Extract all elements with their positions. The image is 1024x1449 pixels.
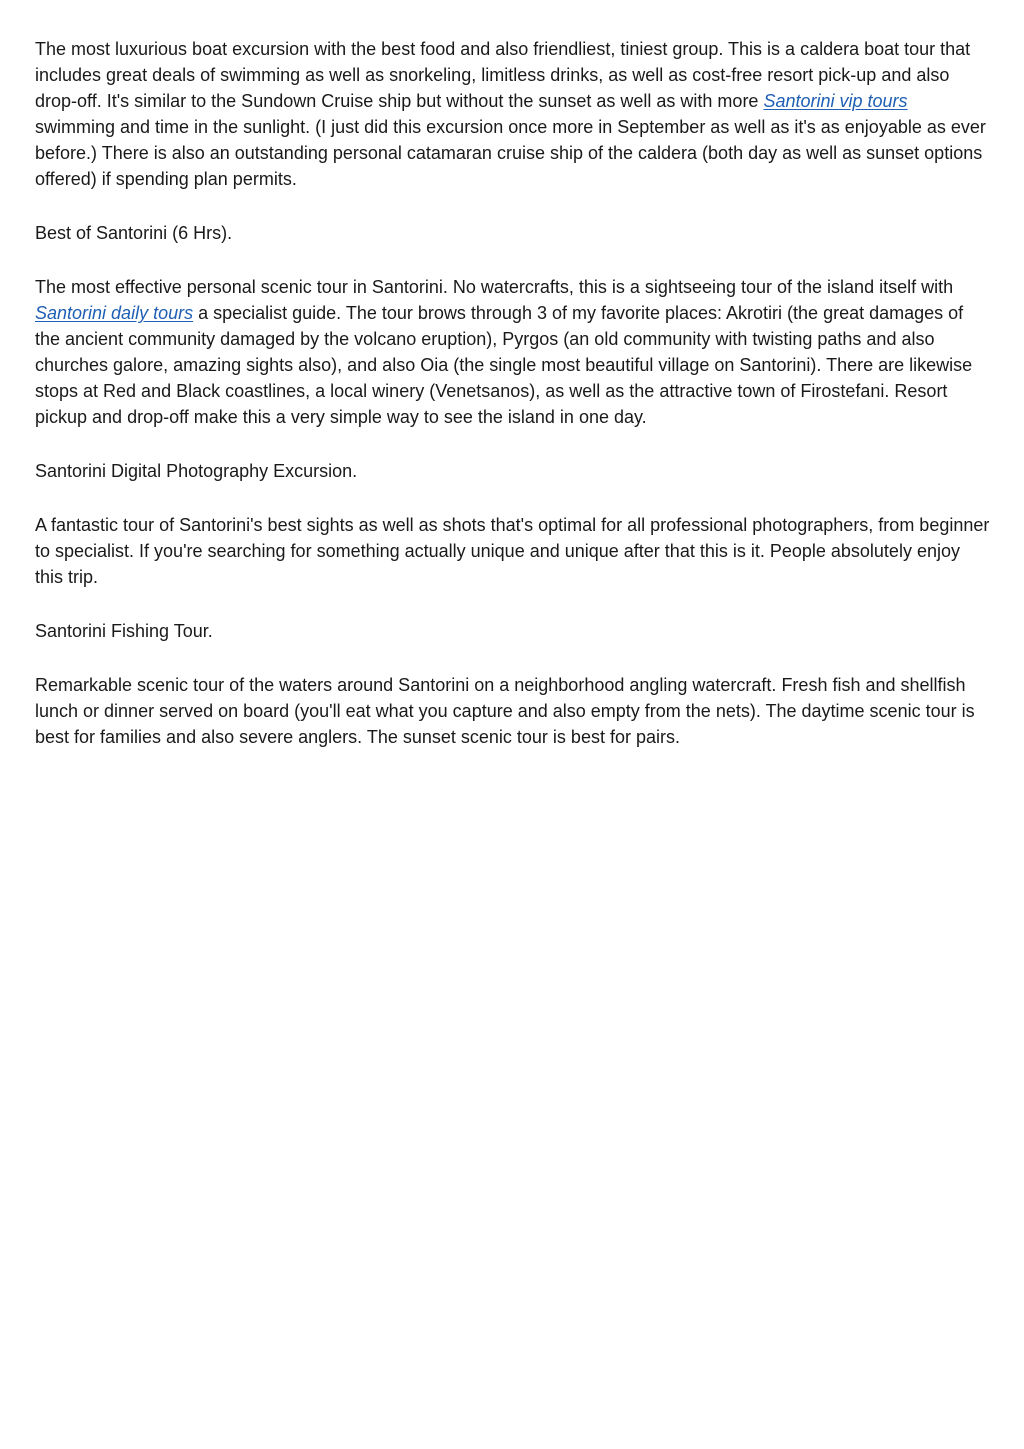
- santorini-daily-tours-link[interactable]: Santorini daily tours: [35, 303, 194, 323]
- section-heading-fishing-tour: Santorini Fishing Tour.: [35, 621, 213, 641]
- paragraph-text: swimming and time in the sunlight. (I just did this excursion once more in September as well as it's as enjoyable as ever before.) There is also an outstanding personal catamaran cruise ship of the caldera (both day as well as sunset options offered) if spending plan permits.: [35, 117, 986, 189]
- paragraph-scenic-tour: [35, 274, 990, 430]
- section-heading-best-of-santorini: Best of Santorini (6 Hrs).: [35, 223, 233, 243]
- paragraph-text: The most luxurious boat excursion with the best food and also friendliest, tiniest group. This is a caldera boat tour that includes great deals of swimming as well as snorkeling, limitless drinks, as well as cost-free resort pick-up and also drop-off. It's similar to the Sundown Cruise ship but without the sunset as well as with more: [35, 39, 971, 111]
- paragraph-text: a specialist guide. The tour brows through 3 of my favorite places: Akrotiri (the great damages of the ancient community damaged by the volcano eruption), Pyrgos (an old community with twisting paths and also churches galore, amazing sights also), and also Oia (the single most beautiful village on Santorini). There are likewise stops at Red and Black coastlines, a local winery (Venetsanos), as well as the attractive town of Firostefani. Resort pickup and drop-off make this a very simple way to see the island in one day.: [35, 303, 973, 427]
- santorini-vip-tours-link[interactable]: Santorini vip tours: [763, 91, 908, 111]
- paragraph-text: The most effective personal scenic tour in Santorini. No watercrafts, this is a sightseeing tour of the island itself with: [35, 277, 954, 297]
- paragraph-fishing-tour: Remarkable scenic tour of the waters around Santorini on a neighborhood angling watercraft. Fresh fish and shellfish lunch or dinner served on board (you'll eat what you capture and also empty from the nets). The daytime scenic tour is best for families and also severe anglers. The sunset scenic tour is best for pairs.: [35, 675, 975, 747]
- section-heading-photography-excursion: Santorini Digital Photography Excursion.: [35, 461, 358, 481]
- paragraph-caldera-boat-tour: [35, 36, 990, 192]
- paragraph-photography-tour: A fantastic tour of Santorini's best sights as well as shots that's optimal for all professional photographers, from beginner to specialist. If you're searching for something actually unique and unique after that this is it. People absolutely enjoy this trip.: [35, 515, 990, 587]
- document-page: [35, 36, 990, 778]
